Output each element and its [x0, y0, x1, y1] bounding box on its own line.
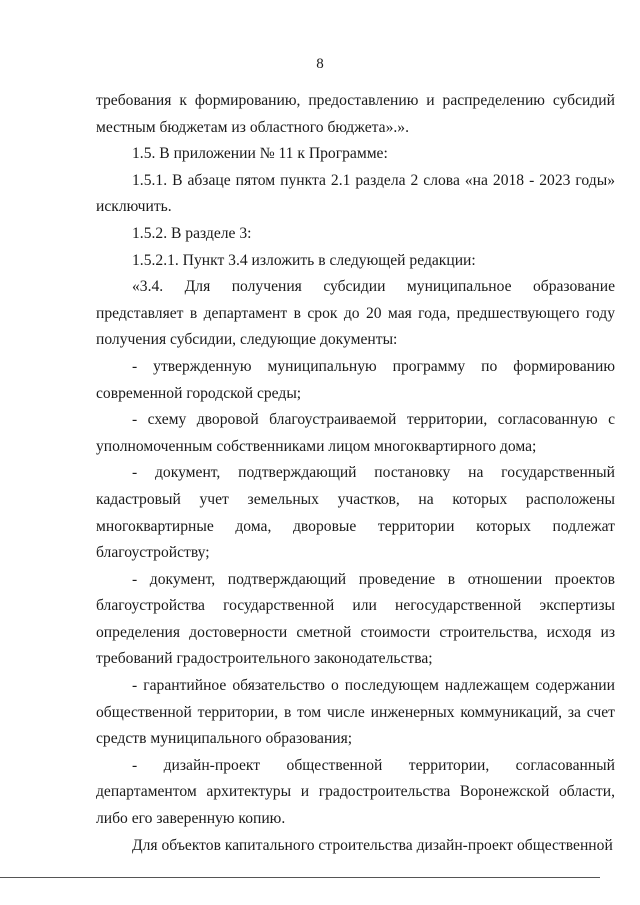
list-item-maintenance-guarantee: - гарантийное обязательство о последующем надлежащем содержании общественной территории, в том числе инженерных коммуникаций, за счет средств муниципального образования; — [96, 677, 615, 748]
list-item-cadastral-document: - документ, подтверждающий постановку на государственный кадастровый учет земельных участков, на которых расположены многоквартирные дома, дворовые территории которых подлежат благоустройству; — [96, 464, 615, 562]
paragraph-clause-3-4: «3.4. Для получения субсидии муниципальное образование представляет в департамент в срок до 20 мая года, предшествующего году получения субсидии, следующие документы: — [96, 278, 615, 349]
list-item-territory-scheme: - схему дворовой благоустраиваемой территории, согласованную с уполномоченным собственниками лицом многоквартирного дома; — [96, 411, 615, 455]
page-number: 8 — [316, 56, 324, 72]
paragraph-continuation: требования к формированию, предоставлению и распределению субсидий местным бюджетам из областного бюджета».». — [96, 92, 615, 136]
paragraph-capital-construction: Для объектов капитального строительства дизайн-проект общественной — [132, 836, 613, 854]
bottom-divider — [0, 877, 600, 878]
paragraph-section-1-5: 1.5. В приложении № 11 к Программе: — [132, 145, 388, 163]
paragraph-section-1-5-2: 1.5.2. В разделе 3: — [132, 224, 252, 242]
list-item-expertise-document: - документ, подтверждающий проведение в отношении проектов благоустройства государственной или негосударственной экспертизы определения достоверности сметной стоимости строительства, исходя из требований градостроительного законодательства; — [96, 570, 615, 668]
paragraph-section-1-5-1: 1.5.1. В абзаце пятом пункта 2.1 раздела 2 слова «на 2018 - 2023 годы» исключить. — [96, 171, 615, 216]
body-text — [96, 88, 615, 859]
list-item-design-project: - дизайн-проект общественной территории, согласованный департаментом архитектуры и градостроительства Воронежской области, либо его заверенную копию. — [96, 756, 615, 828]
paragraph-section-1-5-2-1: 1.5.2.1. Пункт 3.4 изложить в следующей редакции: — [132, 251, 476, 269]
list-item-municipal-program: - утвержденную муниципальную программу по формированию современной городской среды; — [96, 357, 615, 402]
